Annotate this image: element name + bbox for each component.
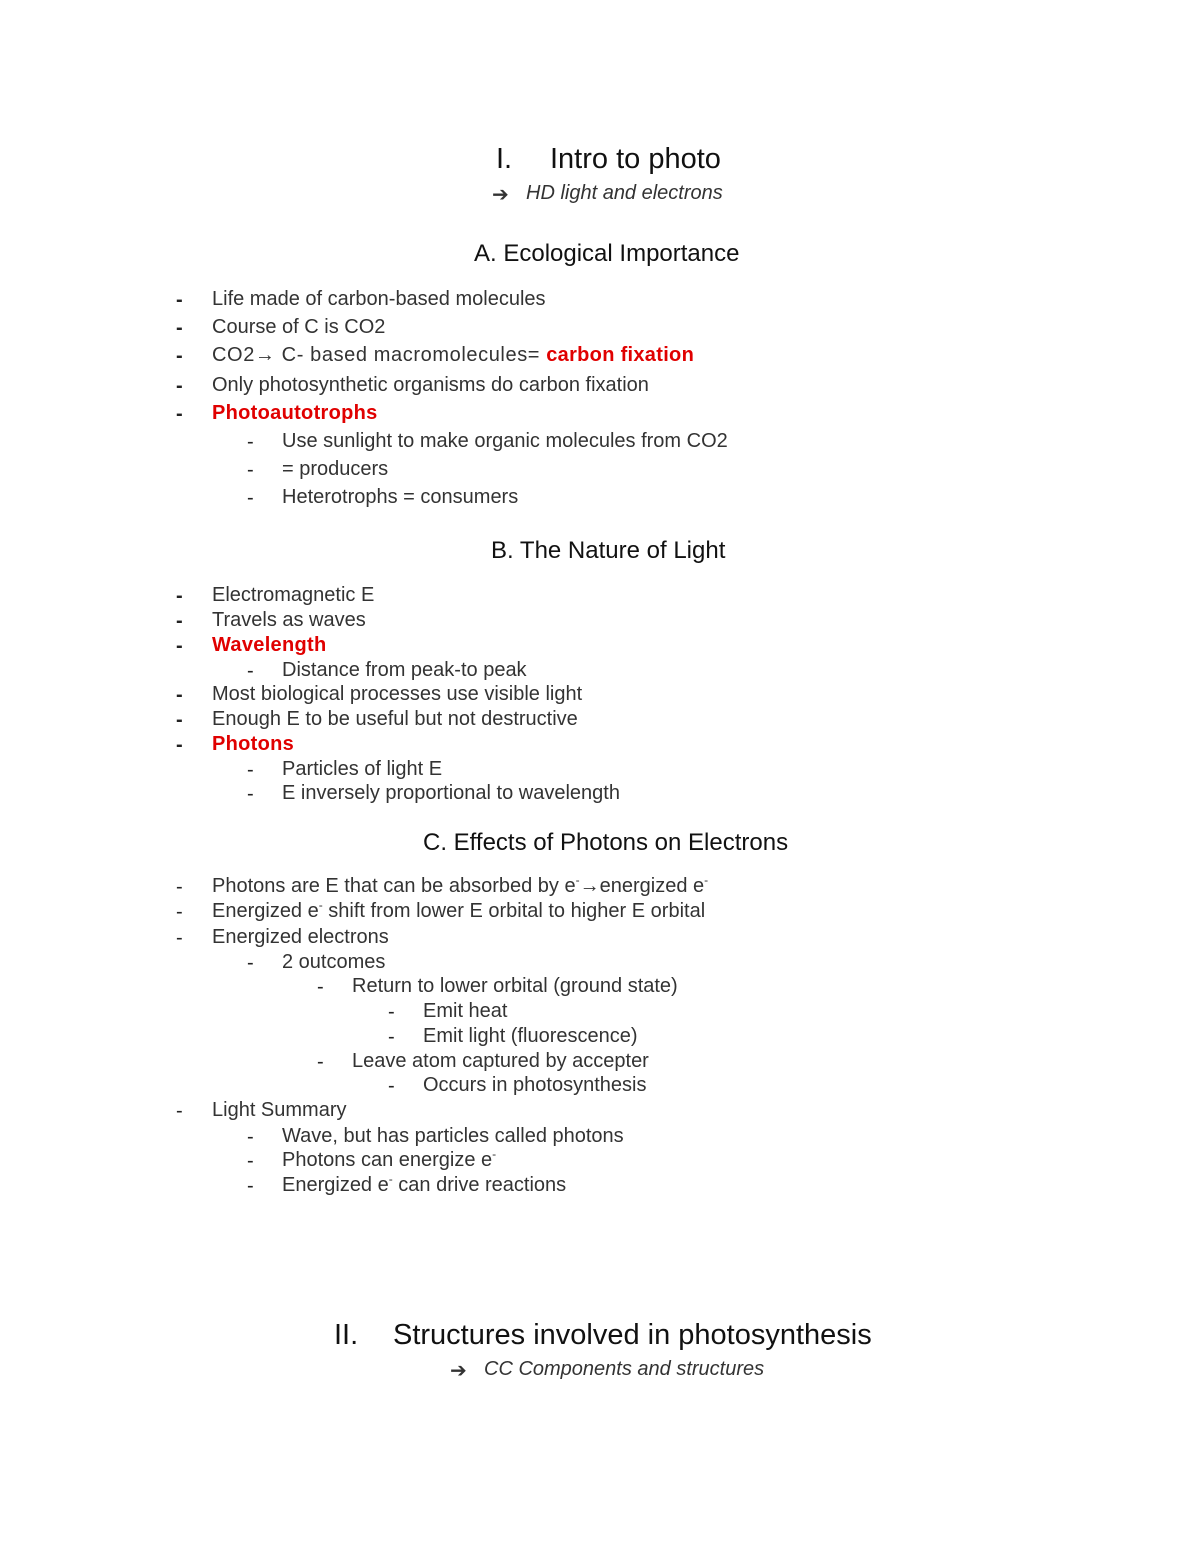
list-item: Course of C is CO2 — [212, 316, 386, 338]
bullet: - — [176, 635, 183, 657]
section-1-numeral: I. — [496, 143, 513, 175]
term-carbon-fixation: carbon fixation — [546, 344, 695, 366]
list-item: Energized e- can drive reactions — [282, 1172, 567, 1196]
bullet: - — [176, 1100, 183, 1122]
list-item: Particles of light E — [282, 758, 443, 780]
bullet: - — [247, 783, 254, 805]
list-item: Use sunlight to make organic molecules from CO2 — [282, 430, 728, 452]
bullet: - — [176, 876, 183, 898]
list-item: 2 outcomes — [282, 951, 386, 973]
list-item: Enough E to be useful but not destructive — [212, 708, 578, 730]
bullet: - — [176, 684, 183, 706]
bullet: - — [388, 1001, 395, 1023]
section-1-title: Intro to photo — [550, 143, 721, 175]
list-item: Heterotrophs = consumers — [282, 486, 519, 508]
section-2-numeral: II. — [334, 1319, 359, 1351]
list-item: CO2→ C- based macromolecules= carbon fixation — [212, 344, 695, 366]
list-item: Photons can energize e- — [282, 1147, 497, 1171]
bullet: - — [247, 1126, 254, 1148]
list-item: Travels as waves — [212, 609, 366, 631]
list-item: Life made of carbon-based molecules — [212, 288, 546, 310]
bullet: - — [176, 345, 183, 367]
list-item: = producers — [282, 458, 389, 480]
bullet: - — [176, 610, 183, 632]
term-photons: Photons — [212, 733, 295, 755]
arrow-icon: ➔ — [492, 184, 509, 206]
bullet: - — [247, 952, 254, 974]
term-wavelength: Wavelength — [212, 634, 327, 656]
list-item: Distance from peak-to peak — [282, 659, 527, 681]
bullet: - — [247, 487, 254, 509]
bullet: - — [247, 759, 254, 781]
list-item: Energized electrons — [212, 926, 389, 948]
list-item: Most biological processes use visible light — [212, 683, 583, 705]
section-1-subtitle: HD light and electrons — [526, 182, 723, 204]
heading-b: B. The Nature of Light — [491, 537, 726, 564]
arrow-icon: ➔ — [450, 1360, 467, 1382]
list-item: Wave, but has particles called photons — [282, 1125, 624, 1147]
list-item: Light Summary — [212, 1099, 347, 1121]
list-item: Only photosynthetic organisms do carbon fixation — [212, 374, 649, 396]
bullet: - — [176, 709, 183, 731]
bullet: - — [176, 901, 183, 923]
bullet: - — [388, 1026, 395, 1048]
section-2-title: Structures involved in photosynthesis — [393, 1319, 872, 1351]
bullet: - — [176, 734, 183, 756]
bullet: - — [176, 289, 183, 311]
heading-c: C. Effects of Photons on Electrons — [423, 829, 789, 856]
bullet: - — [247, 431, 254, 453]
list-item: Energized e- shift from lower E orbital to higher E orbital — [212, 898, 706, 922]
term-photoautotrophs: Photoautotrophs — [212, 402, 378, 424]
list-item: E inversely proportional to wavelength — [282, 782, 620, 804]
list-item: Photons are E that can be absorbed by e-→energized e- — [212, 873, 709, 897]
bullet: - — [247, 459, 254, 481]
section-2-subtitle: CC Components and structures — [484, 1358, 765, 1380]
bullet: - — [247, 660, 254, 682]
bullet: - — [317, 1051, 324, 1073]
bullet: - — [176, 375, 183, 397]
bullet: - — [176, 317, 183, 339]
list-item: Return to lower orbital (ground state) — [352, 975, 678, 997]
list-item: Emit light (fluorescence) — [423, 1025, 638, 1047]
bullet: - — [247, 1150, 254, 1172]
bullet: - — [388, 1075, 395, 1097]
list-item: Leave atom captured by accepter — [352, 1050, 649, 1072]
list-item: Occurs in photosynthesis — [423, 1074, 647, 1096]
bullet: - — [176, 585, 183, 607]
heading-a: A. Ecological Importance — [474, 240, 740, 267]
list-item: Electromagnetic E — [212, 584, 375, 606]
bullet: - — [317, 976, 324, 998]
bullet: - — [176, 927, 183, 949]
list-item: Emit heat — [423, 1000, 508, 1022]
bullet: - — [176, 403, 183, 425]
bullet: - — [247, 1175, 254, 1197]
